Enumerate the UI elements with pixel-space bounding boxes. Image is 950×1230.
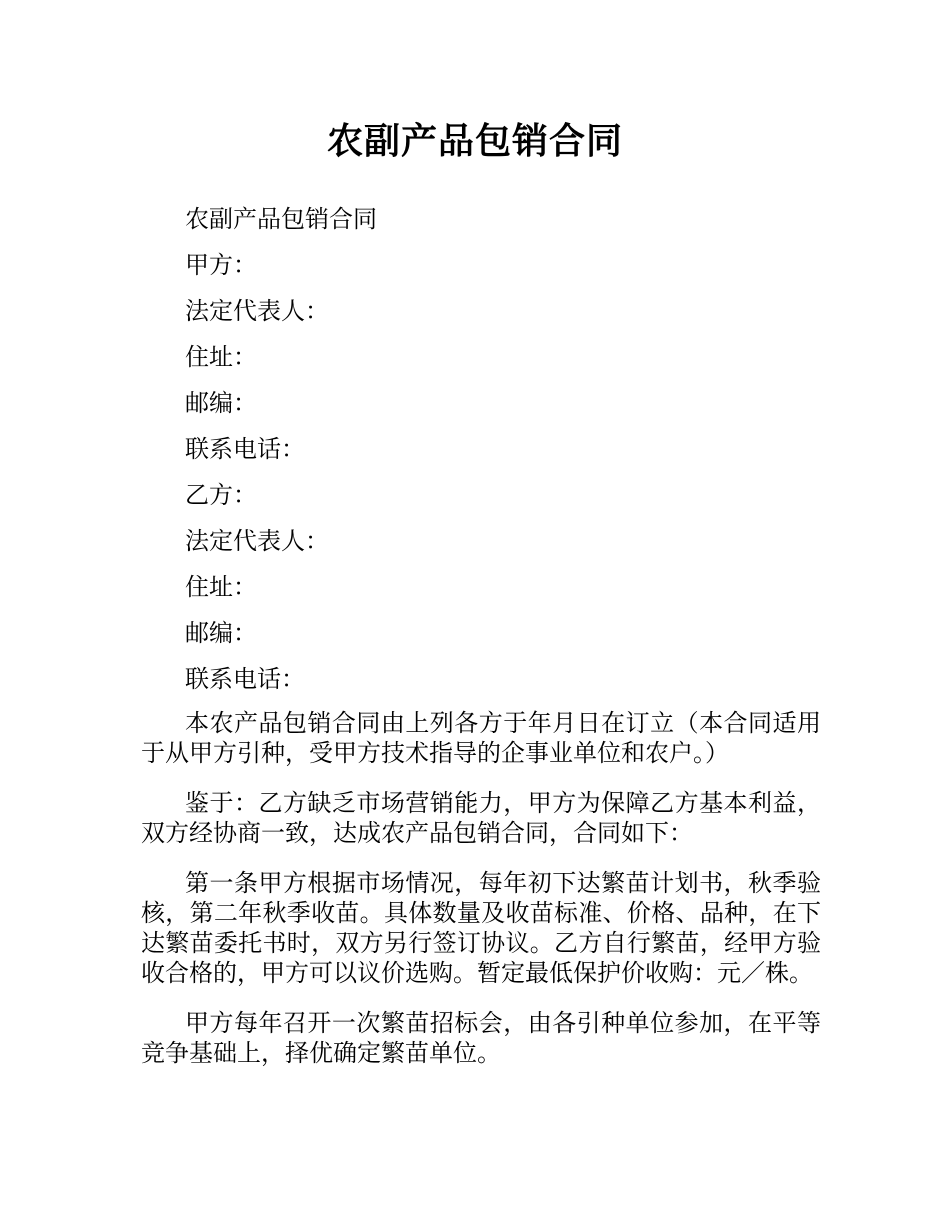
paragraph-preamble: 本农产品包销合同由上列各方于年月日在订立（本合同适用于从甲方引种，受甲方技术指导的企事业单位和农户。） (141, 709, 821, 767)
party-a-address-label: 住址： (185, 343, 257, 371)
party-b-phone-label: 联系电话： (185, 665, 305, 693)
document-title: 农副产品包销合同 (326, 121, 623, 162)
subtitle-line: 农副产品包销合同 (185, 205, 377, 233)
party-b-address-label: 住址： (185, 573, 257, 601)
party-a-phone-label: 联系电话： (185, 435, 305, 463)
document-body (141, 200, 821, 1088)
party-a-label: 甲方： (185, 251, 257, 279)
paragraph-whereas: 鉴于：乙方缺乏市场营销能力，甲方为保障乙方基本利益，双方经协商一致，达成农产品包销合同，合同如下： (141, 789, 821, 847)
party-b-label: 乙方： (185, 481, 257, 509)
paragraph-article-1: 第一条甲方根据市场情况，每年初下达繁苗计划书，秋季验核，第二年秋季收苗。具体数量及收苗标准、价格、品种，在下达繁苗委托书时，双方另行签订协议。乙方自行繁苗，经甲方验收合格的，甲方可以议价选购。暂定最低保护价收购：元／株。 (141, 869, 821, 987)
party-a-legal-rep-label: 法定代表人： (185, 297, 329, 325)
party-a-postcode-label: 邮编： (185, 389, 257, 417)
party-b-postcode-label: 邮编： (185, 619, 257, 647)
party-b-legal-rep-label: 法定代表人： (185, 527, 329, 555)
paragraph-bidding: 甲方每年召开一次繁苗招标会，由各引种单位参加，在平等竞争基础上，择优确定繁苗单位。 (141, 1009, 821, 1067)
